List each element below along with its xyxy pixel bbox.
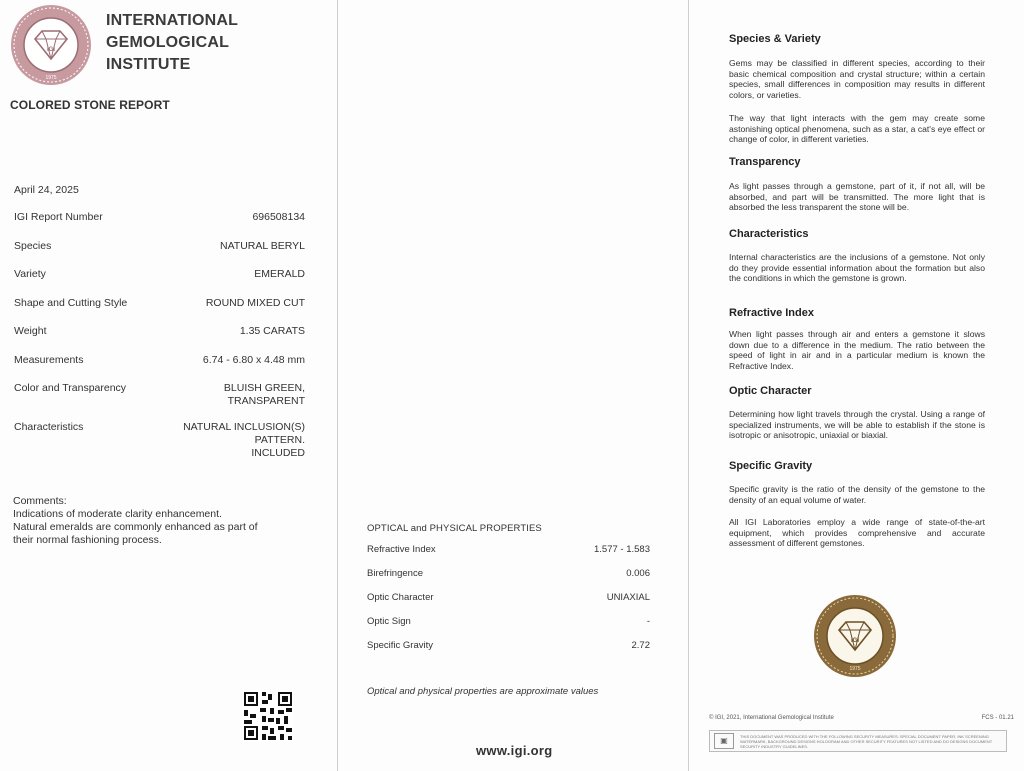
- row-value: [220, 240, 305, 253]
- row-value-line: 696508134: [252, 211, 305, 223]
- form-code: FCS - 01.21: [981, 715, 1014, 721]
- row-value: [254, 268, 305, 281]
- optical-label: Specific Gravity: [367, 640, 433, 651]
- row-label: Color and Transparency: [14, 382, 127, 394]
- section-paragraph: Specific gravity is the ratio of the density of the gemstone to the density of an equal volume of water.: [729, 484, 985, 505]
- seal-year: 1975: [849, 666, 861, 672]
- row-value-line: BLUISH GREEN,: [223, 382, 305, 394]
- report-panel: [0, 0, 338, 771]
- row-value-line: 1.35 CARATS: [239, 325, 305, 337]
- section-paragraph: All IGI Laboratories employ a wide range of state-of-the-art equipment, which provides comprehensive and accurate assessment of different gemstones.: [729, 517, 985, 549]
- optical-label: Birefringence: [367, 568, 423, 579]
- optical-label: Optic Character: [367, 592, 434, 603]
- section-paragraph: When light passes through air and enters a gemstone it slows down due to a difference in the medium. The ratio between the speed of light in air and in a particular medium is known the Refractive Index.: [729, 329, 985, 371]
- row-label: Weight: [14, 325, 47, 337]
- org-line: INSTITUTE: [106, 56, 191, 73]
- copyright: © IGI, 2021, International Gemological Institute: [709, 715, 834, 721]
- row-value: [206, 297, 305, 310]
- glossary-panel: [689, 0, 1024, 771]
- section-title: Optic Character: [729, 385, 812, 397]
- row-value-line: EMERALD: [254, 268, 305, 280]
- section-title: Refractive Index: [729, 307, 814, 319]
- row-label: IGI Report Number: [14, 211, 103, 223]
- igi-seal-icon: [10, 4, 92, 86]
- optical-label: Refractive Index: [367, 544, 436, 555]
- comment-line: Indications of moderate clarity enhancement.: [13, 508, 222, 520]
- optical-label: Optic Sign: [367, 616, 411, 627]
- comments: [13, 495, 313, 547]
- security-text: THIS DOCUMENT WAS PRODUCED WITH THE FOLLOWING SECURITY MEASURES: SPECIAL DOCUMENT PAPER, INK SCREENING WATERMARK, BACKGROUND DESIGNS HOLOGRAM AND OTHER SECURITY FEATURES NOT LISTED AND DO DESIGNS DOCUMENT SECURITY INDUSTRY GUIDELINES.: [740, 733, 993, 749]
- optical-panel: [338, 0, 689, 771]
- section-paragraph: Gems may be classified in different species, according to their basic chemical composition and crystal structure; within a certain species, small differences in composition may results in different colors, or varieties.: [729, 58, 985, 100]
- section-paragraph: As light passes through a gemstone, part of it, if not all, will be absorbed, and part will be transmitted. The more light that is absorbed the less transparent the stone will be.: [729, 181, 985, 213]
- row-value: [183, 421, 305, 460]
- optical-value: -: [646, 616, 650, 627]
- section-title: Characteristics: [729, 228, 809, 240]
- section-title: Specific Gravity: [729, 460, 813, 472]
- seal-year: 1975: [45, 75, 57, 81]
- row-label: Shape and Cutting Style: [14, 297, 128, 309]
- optical-value: 0.006: [626, 568, 650, 579]
- comment-line: their normal fashioning process.: [13, 534, 162, 546]
- section-paragraph: The way that light interacts with the gem may create some astonishing optical phenomena, such as a star, a cat's eye effect or change of color, in different varieties.: [729, 113, 985, 145]
- comments-label: Comments:: [13, 495, 67, 507]
- igi-gold-seal-icon: [813, 594, 897, 678]
- row-value: [240, 325, 305, 338]
- org-line: INTERNATIONAL: [106, 12, 239, 29]
- security-strip: [709, 730, 1007, 752]
- org-name: [106, 10, 238, 76]
- row-value-line: NATURAL INCLUSION(S): [183, 421, 305, 433]
- row-label: Characteristics: [14, 421, 84, 433]
- seal-monogram: IGI: [46, 47, 56, 53]
- section-paragraph: Determining how light travels through the crystal. Using a range of specialized instruments, we will be able to establish if the stone is isotropic or anisotropic, uniaxial or biaxial.: [729, 409, 985, 441]
- row-value-line: PATTERN.: [254, 434, 305, 446]
- optical-value: 2.72: [631, 640, 650, 651]
- row-value-line: INCLUDED: [251, 447, 305, 459]
- row-value: [224, 382, 305, 408]
- row-label: Species: [14, 240, 52, 252]
- row-value-line: ROUND MIXED CUT: [205, 297, 305, 309]
- report-title: COLORED STONE REPORT: [10, 98, 170, 112]
- website-link[interactable]: www.igi.org: [476, 743, 553, 758]
- qr-code-icon[interactable]: [242, 690, 294, 742]
- row-value-line: TRANSPARENT: [227, 395, 305, 407]
- row-label: Variety: [14, 268, 46, 280]
- comment-line: Natural emeralds are commonly enhanced as part of: [13, 521, 258, 533]
- report-date: April 24, 2025: [14, 184, 79, 196]
- section-title: Transparency: [729, 156, 801, 168]
- optical-value: UNIAXIAL: [606, 592, 650, 603]
- row-value-line: 6.74 - 6.80 x 4.48 mm: [202, 354, 305, 366]
- section-paragraph: Internal characteristics are the inclusions of a gemstone. Not only do they provide essential information about the formation but also the conditions in which the gemstone is grown.: [729, 252, 985, 284]
- row-label: Measurements: [14, 354, 84, 366]
- row-value: [203, 354, 305, 367]
- row-value-line: NATURAL BERYL: [220, 240, 305, 252]
- optical-heading: OPTICAL and PHYSICAL PROPERTIES: [367, 523, 542, 534]
- seal-monogram: IGI: [850, 638, 860, 644]
- optical-value: 1.577 - 1.583: [594, 544, 650, 555]
- section-title: Species & Variety: [729, 33, 821, 45]
- optical-note: Optical and physical properties are approximate values: [367, 686, 599, 697]
- row-value: [252, 211, 305, 224]
- org-line: GEMOLOGICAL: [106, 34, 230, 51]
- document-security-icon: ▣: [714, 733, 734, 749]
